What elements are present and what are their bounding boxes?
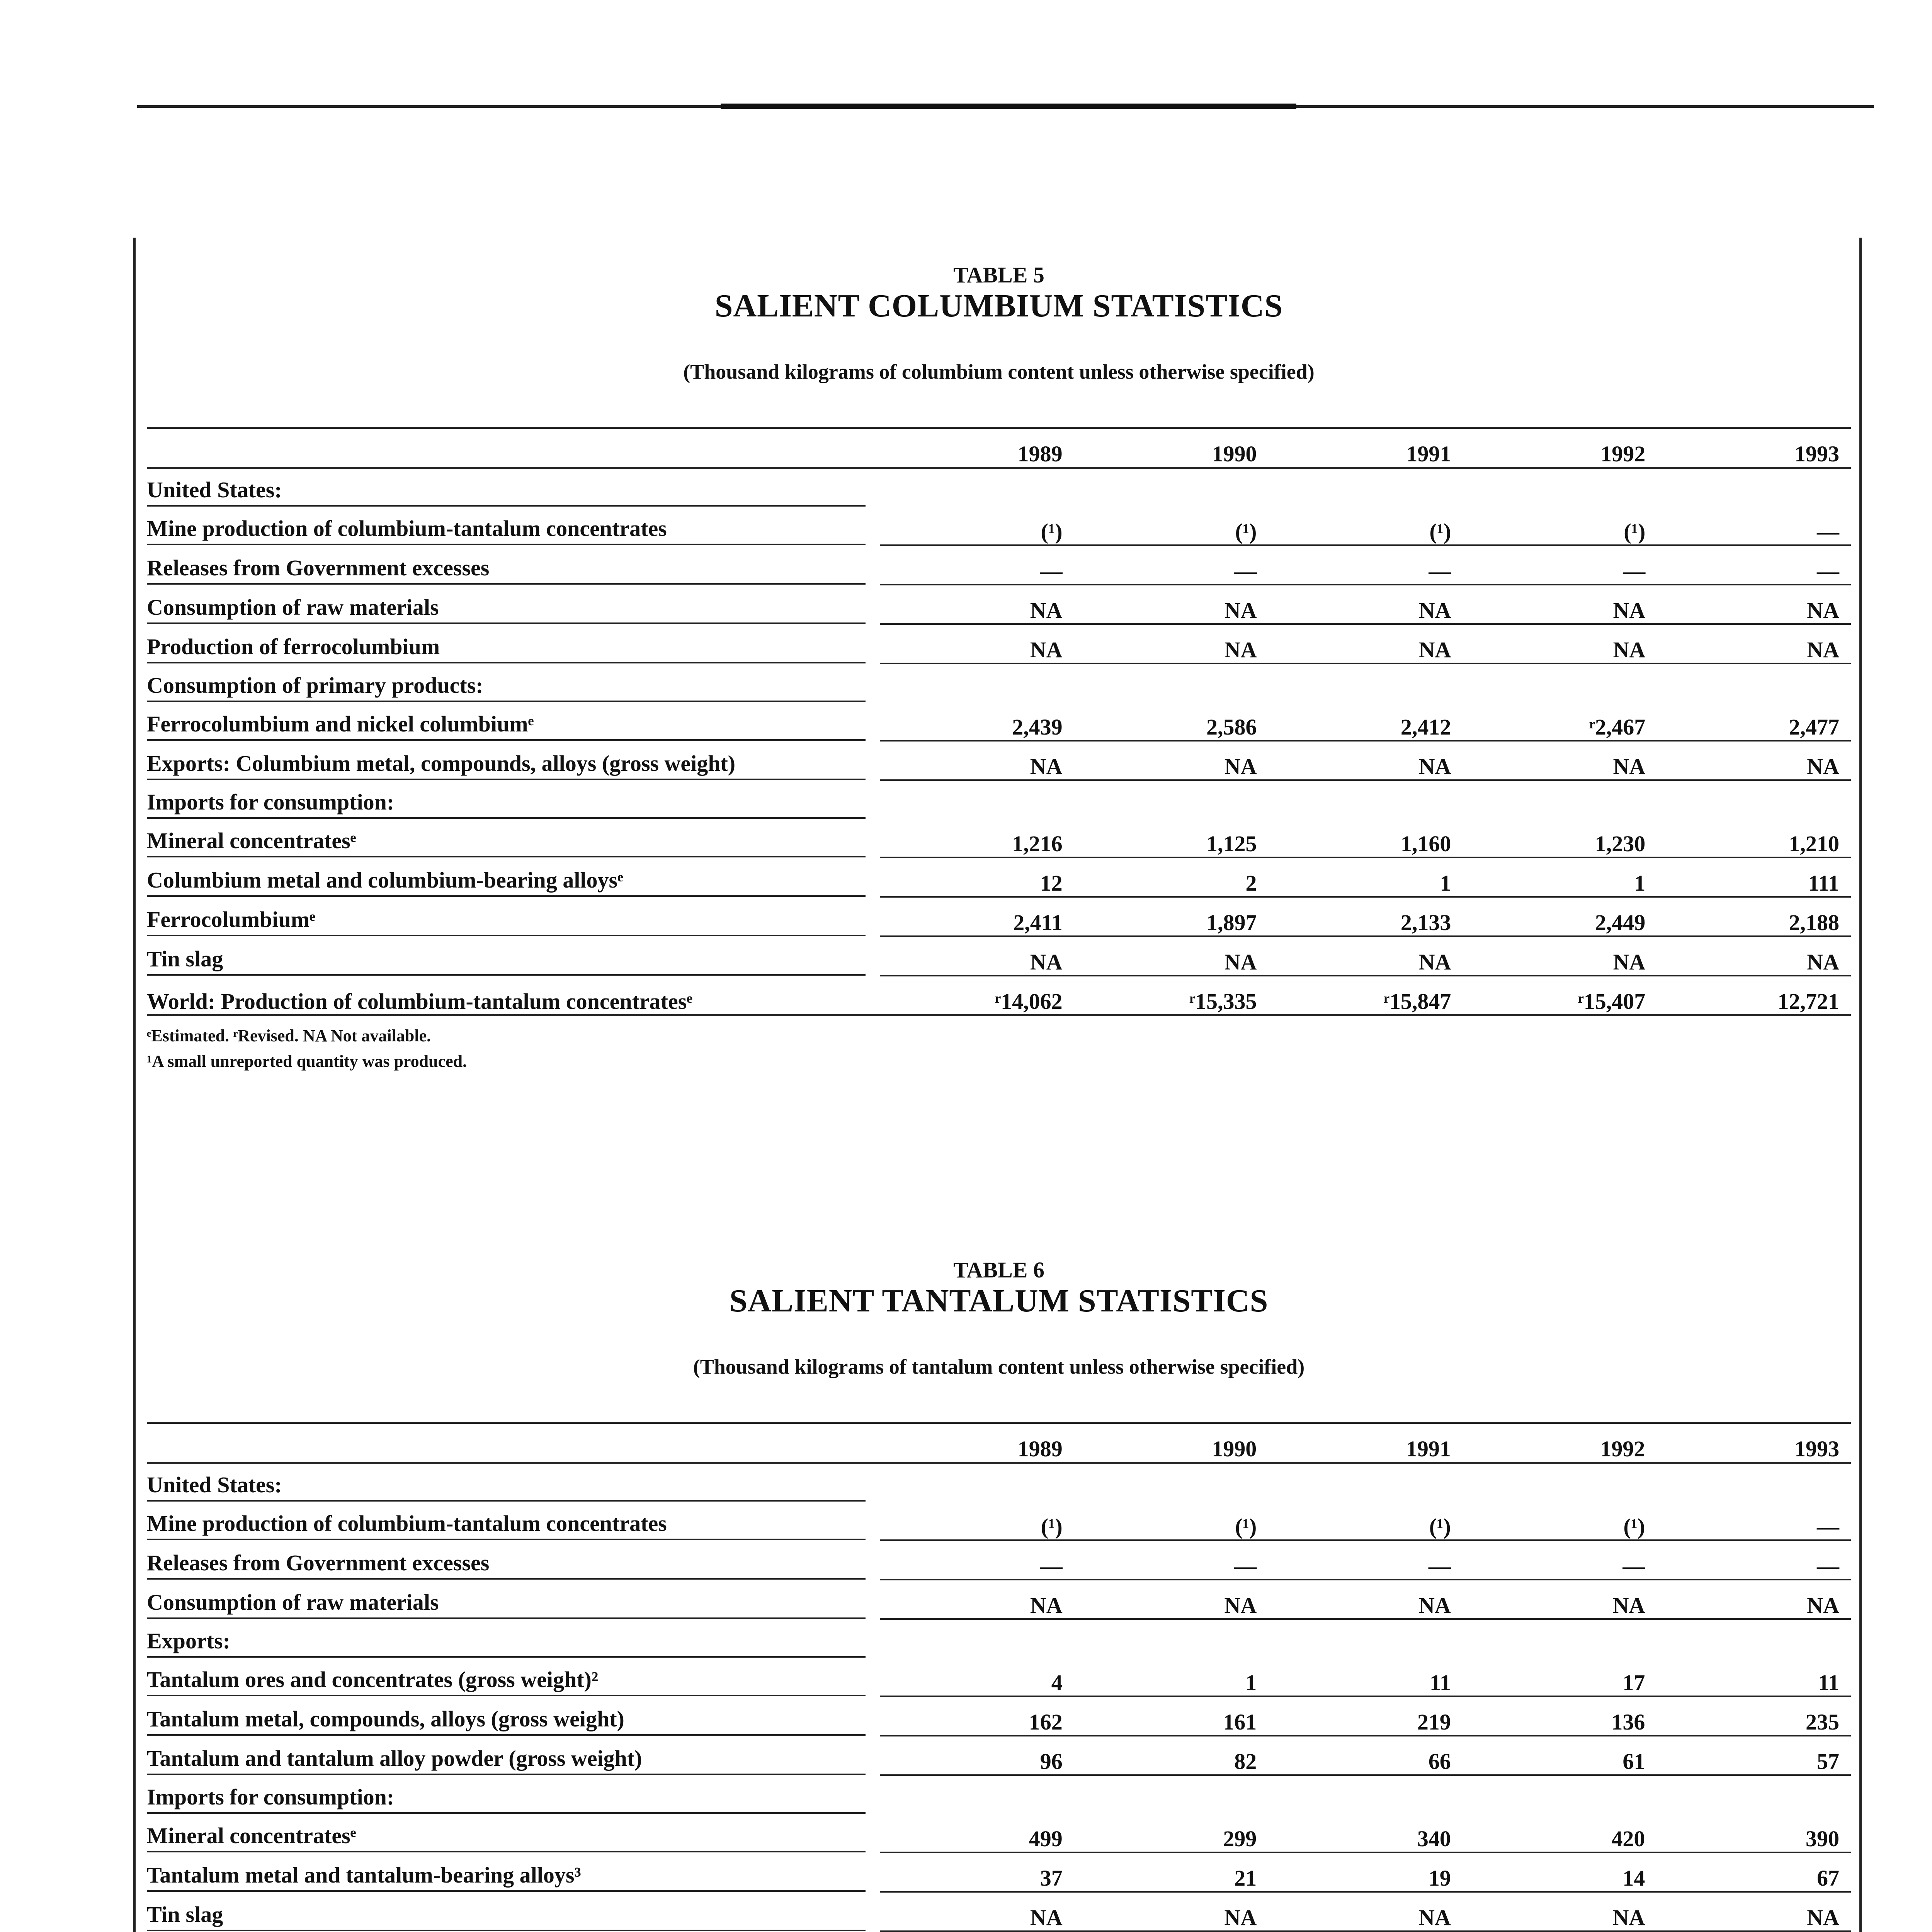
- cell-value: [1268, 1775, 1463, 1814]
- cell-value: 12,721: [1657, 976, 1851, 1015]
- row-label: [147, 1775, 880, 1814]
- cell-value: NA: [1268, 585, 1463, 624]
- row-label: [147, 1540, 880, 1580]
- row-label-text: Production of ferrocolumbium: [147, 634, 866, 663]
- cell-value: 67: [1656, 1852, 1851, 1892]
- cell-value: [1463, 780, 1657, 819]
- table-5: [147, 427, 1851, 1016]
- cell-value: 66: [1268, 1736, 1463, 1775]
- cell-value: 1,897: [1074, 897, 1269, 936]
- cell-value: NA: [1657, 624, 1851, 663]
- cell-value: 420: [1463, 1814, 1657, 1852]
- cell-value: 4: [880, 1658, 1074, 1696]
- cell-value: NA: [1268, 624, 1463, 663]
- cell-value: (¹): [1268, 507, 1463, 545]
- cell-value: [1463, 1463, 1657, 1502]
- cell-value: NA: [1463, 741, 1657, 780]
- table-6-subtitle: (Thousand kilograms of tantalum content unless otherwise specified): [693, 1355, 1305, 1379]
- cell-value: 21: [1074, 1852, 1269, 1892]
- cell-value: 2,188: [1657, 897, 1851, 936]
- cell-value: 12: [880, 857, 1074, 897]
- row-label: [147, 1502, 880, 1540]
- cell-value: —: [880, 1540, 1074, 1580]
- row-label-text: Consumption of raw materials: [147, 1589, 866, 1619]
- row-label-text: Tantalum metal and tantalum-bearing alloys³: [147, 1862, 866, 1892]
- cell-value: 2,449: [1463, 897, 1657, 936]
- cell-value: 162: [880, 1696, 1074, 1736]
- table-5-year-1992: 1992: [1463, 428, 1657, 468]
- table-6-year-1993: 1993: [1656, 1423, 1851, 1463]
- row-label-text: Tantalum ores and concentrates (gross weight)²: [147, 1667, 866, 1696]
- table-6-year-1991: 1991: [1268, 1423, 1463, 1463]
- cell-value: 2,586: [1074, 702, 1269, 741]
- cell-value: [1074, 1775, 1269, 1814]
- row-label-text: Tin slag: [147, 1901, 866, 1931]
- cell-value: [880, 1463, 1074, 1502]
- cell-value: NA: [1463, 1892, 1657, 1931]
- table-6-year-1990: 1990: [1074, 1423, 1269, 1463]
- row-label: [147, 663, 880, 702]
- cell-value: [1463, 663, 1657, 702]
- cell-value: 19: [1268, 1852, 1463, 1892]
- table-row: [147, 976, 1851, 1015]
- cell-value: 1: [1268, 857, 1463, 897]
- cell-value: —: [1268, 545, 1463, 585]
- cell-value: (¹): [880, 507, 1074, 545]
- row-label: [147, 1658, 880, 1696]
- cell-value: [1074, 663, 1269, 702]
- cell-value: 2,133: [1268, 897, 1463, 936]
- cell-value: (¹): [1463, 507, 1657, 545]
- cell-value: ʳ15,407: [1463, 976, 1657, 1015]
- table-row: [147, 624, 1851, 663]
- cell-value: 1,230: [1463, 819, 1657, 857]
- table-5-subtitle: (Thousand kilograms of columbium content unless otherwise specified): [683, 360, 1315, 384]
- cell-value: ʳ2,467: [1463, 702, 1657, 741]
- cell-value: NA: [1074, 1892, 1269, 1931]
- cell-value: NA: [880, 936, 1074, 976]
- cell-value: [1268, 780, 1463, 819]
- table-6-header-row: [147, 1423, 1851, 1463]
- row-label: [147, 1580, 880, 1619]
- row-label: [147, 741, 880, 780]
- cell-value: —: [1656, 1540, 1851, 1580]
- row-label: [147, 819, 880, 857]
- row-label: [147, 624, 880, 663]
- cell-value: [1463, 1619, 1657, 1658]
- row-label: [147, 468, 880, 507]
- cell-value: NA: [880, 624, 1074, 663]
- cell-value: 235: [1656, 1696, 1851, 1736]
- table-row: [147, 819, 1851, 857]
- cell-value: —: [1268, 1540, 1463, 1580]
- row-label-text: Exports:: [147, 1628, 866, 1658]
- cell-value: [880, 780, 1074, 819]
- table-row: [147, 702, 1851, 741]
- cell-value: —: [1074, 545, 1269, 585]
- table-row: [147, 857, 1851, 897]
- cell-value: [1268, 663, 1463, 702]
- cell-value: NA: [1656, 1892, 1851, 1931]
- footnote: ᵉEstimated. ʳRevised. NA Not available.: [147, 1026, 431, 1046]
- cell-value: [1268, 1619, 1463, 1658]
- cell-value: NA: [1656, 1580, 1851, 1619]
- cell-value: [1656, 1775, 1851, 1814]
- cell-value: 61: [1463, 1736, 1657, 1775]
- cell-value: 2,411: [880, 897, 1074, 936]
- table-6-year-1992: 1992: [1463, 1423, 1657, 1463]
- row-label-text: Mine production of columbium-tantalum concentrates: [147, 515, 866, 545]
- table-row: [147, 1619, 1851, 1658]
- row-label: [147, 857, 880, 897]
- cell-value: 11: [1268, 1658, 1463, 1696]
- cell-value: [880, 1619, 1074, 1658]
- table-row: [147, 1736, 1851, 1775]
- table-6: [147, 1422, 1851, 1932]
- cell-value: NA: [1074, 936, 1269, 976]
- cell-value: 1,125: [1074, 819, 1269, 857]
- table-5-number: TABLE 5: [953, 262, 1044, 287]
- table-5-year-1993: 1993: [1657, 428, 1851, 468]
- table-6-header-label: [147, 1423, 880, 1463]
- table-row: [147, 741, 1851, 780]
- table-6-year-1989: 1989: [880, 1423, 1074, 1463]
- row-label-text: Consumption of raw materials: [147, 594, 866, 624]
- table-row: [147, 1814, 1851, 1852]
- cell-value: [1268, 468, 1463, 507]
- cell-value: [1657, 780, 1851, 819]
- row-label: [147, 976, 880, 1015]
- cell-value: NA: [1074, 585, 1269, 624]
- cell-value: [1656, 1463, 1851, 1502]
- cell-value: [1463, 468, 1657, 507]
- table-5-body: [147, 468, 1851, 1015]
- table-5-title: SALIENT COLUMBIUM STATISTICS: [714, 287, 1283, 324]
- cell-value: [1074, 780, 1269, 819]
- cell-value: NA: [1657, 585, 1851, 624]
- row-label-text: Tantalum metal, compounds, alloys (gross weight): [147, 1706, 866, 1736]
- row-label: [147, 1892, 880, 1931]
- table-row: [147, 663, 1851, 702]
- cell-value: 1,160: [1268, 819, 1463, 857]
- cell-value: NA: [1463, 1580, 1657, 1619]
- cell-value: NA: [1268, 1892, 1463, 1931]
- table-row: [147, 585, 1851, 624]
- cell-value: NA: [1657, 936, 1851, 976]
- cell-value: NA: [1074, 1580, 1269, 1619]
- row-label: [147, 897, 880, 936]
- row-label-text: Mineral concentratesᵉ: [147, 1823, 866, 1852]
- cell-value: [1074, 468, 1269, 507]
- row-label-text: Consumption of primary products:: [147, 672, 866, 702]
- cell-value: [880, 468, 1074, 507]
- table-row: [147, 1540, 1851, 1580]
- cell-value: 1: [1463, 857, 1657, 897]
- table-5-header-label: [147, 428, 880, 468]
- cell-value: NA: [1268, 936, 1463, 976]
- cell-value: [1463, 1775, 1657, 1814]
- table-row: [147, 936, 1851, 976]
- table-row: [147, 1892, 1851, 1931]
- table-row: [147, 1696, 1851, 1736]
- cell-value: NA: [880, 741, 1074, 780]
- row-label-text: Tantalum and tantalum alloy powder (gross weight): [147, 1745, 866, 1775]
- cell-value: 2: [1074, 857, 1269, 897]
- cell-value: 96: [880, 1736, 1074, 1775]
- row-label-text: Imports for consumption:: [147, 1784, 866, 1814]
- cell-value: 1,216: [880, 819, 1074, 857]
- table-6-title: SALIENT TANTALUM STATISTICS: [729, 1282, 1269, 1319]
- table-row: [147, 1658, 1851, 1696]
- row-label-text: Ferrocolumbium and nickel columbiumᵉ: [147, 711, 866, 741]
- row-label-text: Releases from Government excesses: [147, 1550, 866, 1580]
- row-label-text: World: Production of columbium-tantalum concentratesᵉ: [147, 989, 693, 1014]
- row-label: [147, 507, 880, 545]
- cell-value: [880, 663, 1074, 702]
- cell-value: (¹): [1074, 507, 1269, 545]
- row-label: [147, 545, 880, 585]
- row-label: [147, 1463, 880, 1502]
- row-label: [147, 780, 880, 819]
- table-row: [147, 545, 1851, 585]
- cell-value: (¹): [880, 1502, 1074, 1540]
- cell-value: 219: [1268, 1696, 1463, 1736]
- cell-value: (¹): [1463, 1502, 1657, 1540]
- cell-value: NA: [1074, 624, 1269, 663]
- table-5-header-row: [147, 428, 1851, 468]
- row-label-text: Tin slag: [147, 946, 866, 976]
- cell-value: NA: [880, 1580, 1074, 1619]
- table-6-number: TABLE 6: [953, 1257, 1044, 1282]
- row-label-text: Mine production of columbium-tantalum concentrates: [147, 1510, 866, 1540]
- row-label-text: United States:: [147, 1472, 866, 1502]
- cell-value: 2,477: [1657, 702, 1851, 741]
- cell-value: 11: [1656, 1658, 1851, 1696]
- row-label-text: Exports: Columbium metal, compounds, alloys (gross weight): [147, 750, 866, 780]
- cell-value: NA: [1074, 741, 1269, 780]
- table-5-notes: [147, 1023, 1851, 1074]
- frame-left-rule: [133, 238, 136, 1932]
- row-label-text: Releases from Government excesses: [147, 555, 866, 585]
- table-row: [147, 1580, 1851, 1619]
- row-label: [147, 1852, 880, 1892]
- table-row: [147, 507, 1851, 545]
- cell-value: 1: [1074, 1658, 1269, 1696]
- cell-value: —: [1656, 1502, 1851, 1540]
- frame-right-rule: [1859, 238, 1862, 1932]
- cell-value: 340: [1268, 1814, 1463, 1852]
- cell-value: 57: [1656, 1736, 1851, 1775]
- row-label: [147, 1619, 880, 1658]
- row-label: [147, 1736, 880, 1775]
- cell-value: [1656, 1619, 1851, 1658]
- cell-value: NA: [1268, 741, 1463, 780]
- cell-value: 299: [1074, 1814, 1269, 1852]
- table-5-year-1991: 1991: [1268, 428, 1463, 468]
- row-label-text: Imports for consumption:: [147, 789, 866, 819]
- cell-value: 37: [880, 1852, 1074, 1892]
- cell-value: 17: [1463, 1658, 1657, 1696]
- cell-value: 111: [1657, 857, 1851, 897]
- table-row: [147, 468, 1851, 507]
- table-row: [147, 1502, 1851, 1540]
- row-label: [147, 702, 880, 741]
- cell-value: ʳ15,335: [1074, 976, 1269, 1015]
- cell-value: NA: [1463, 585, 1657, 624]
- cell-value: NA: [1657, 741, 1851, 780]
- cell-value: 14: [1463, 1852, 1657, 1892]
- cell-value: —: [880, 545, 1074, 585]
- footnote: ¹A small unreported quantity was produced.: [147, 1052, 467, 1071]
- cell-value: —: [1657, 507, 1851, 545]
- cell-value: [880, 1775, 1074, 1814]
- table-5-year-1990: 1990: [1074, 428, 1269, 468]
- row-label: [147, 936, 880, 976]
- cell-value: —: [1463, 545, 1657, 585]
- row-label: [147, 1814, 880, 1852]
- cell-value: NA: [880, 1892, 1074, 1931]
- cell-value: 499: [880, 1814, 1074, 1852]
- table-row: [147, 780, 1851, 819]
- cell-value: 161: [1074, 1696, 1269, 1736]
- table-row: [147, 1852, 1851, 1892]
- cell-value: (¹): [1268, 1502, 1463, 1540]
- cell-value: ʳ15,847: [1268, 976, 1463, 1015]
- row-label: [147, 1696, 880, 1736]
- cell-value: 390: [1656, 1814, 1851, 1852]
- cell-value: 2,439: [880, 702, 1074, 741]
- cell-value: NA: [880, 585, 1074, 624]
- table-row: [147, 1463, 1851, 1502]
- cell-value: NA: [1463, 936, 1657, 976]
- cell-value: 136: [1463, 1696, 1657, 1736]
- table-6-body: [147, 1463, 1851, 1932]
- table-5-year-1989: 1989: [880, 428, 1074, 468]
- row-label-text: Columbium metal and columbium-bearing alloysᵉ: [147, 867, 866, 897]
- cell-value: NA: [1463, 624, 1657, 663]
- row-label: [147, 585, 880, 624]
- table-5-block: [147, 263, 1851, 1074]
- cell-value: —: [1657, 545, 1851, 585]
- row-label-text: Ferrocolumbiumᵉ: [147, 906, 866, 936]
- cell-value: (¹): [1074, 1502, 1269, 1540]
- cell-value: —: [1074, 1540, 1269, 1580]
- cell-value: [1268, 1463, 1463, 1502]
- cell-value: [1074, 1619, 1269, 1658]
- top-rule-accent: [721, 104, 1296, 109]
- cell-value: NA: [1268, 1580, 1463, 1619]
- cell-value: 2,412: [1268, 702, 1463, 741]
- cell-value: [1657, 663, 1851, 702]
- cell-value: ʳ14,062: [880, 976, 1074, 1015]
- row-label-text: Mineral concentratesᵉ: [147, 828, 866, 857]
- table-row: [147, 897, 1851, 936]
- row-label-text: United States:: [147, 477, 866, 507]
- cell-value: [1657, 468, 1851, 507]
- cell-value: 82: [1074, 1736, 1269, 1775]
- table-6-block: [147, 1258, 1851, 1932]
- table-row: [147, 1775, 1851, 1814]
- cell-value: [1074, 1463, 1269, 1502]
- cell-value: 1,210: [1657, 819, 1851, 857]
- cell-value: —: [1463, 1540, 1657, 1580]
